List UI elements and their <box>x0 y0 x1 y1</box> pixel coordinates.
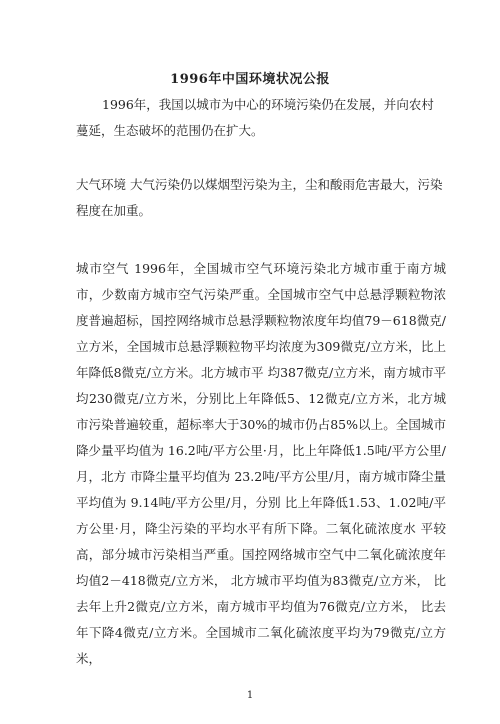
paragraph-intro: 1996年，我国以城市为中心的环境污染仍在发展，并向农村蔓延，生态破坏的范围仍在扩大。 <box>76 97 434 138</box>
document-title: 1996年中国环境状况公报 <box>170 72 330 87</box>
paragraph-atmosphere: 大气环境 大气污染仍以煤烟型污染为主，尘和酸雨危害最大，污染程度在加重。 <box>76 177 443 218</box>
paragraph-urban-air: 城市空气 1996年，全国城市空气环境污染北方城市重于南方城市，少数南方城市空气污染严重。全国城市空气中总悬浮颗粒物浓度普遍超标，国控网络城市总悬浮颗粒物浓度年均值79－618微克/立方米，全国城市总悬浮颗粒物平均浓度为309微克/立方米，比上年降低8微克/立方米。北方城市平 均387微克/立方米，南方城市平均230微克/立方米，分别比上年降低5、12微克/立方米，北方城 市污染普遍较重，超标率大于30%的城市仍占85%以上。全国城市降少量平均值为 16.2吨/平方公里·月，比上年降低1.5吨/平方公里/月，北方 市降尘量平均值为 23.2吨/平方公里/月，南方城市降尘量平均值为 9.14吨/平方公里/月，分别 比上年降低1.53、1.02吨/平方公里·月，降尘污染的平均水平有所下降。二氧化硫浓度水 平较高，部分城市污染相当严重。国控网络城市空气中二氧化硫浓度年均值2－418微克/立方米， 北方城市平均值为83微克/立方米， 比去年上升2微克/立方米，南方城市平均值为76微克/立方米， 比去年下降4微克/立方米。全国城市二氧化硫浓度平均为79微克/立方米， <box>76 261 446 666</box>
page-number: 1 <box>246 690 254 701</box>
